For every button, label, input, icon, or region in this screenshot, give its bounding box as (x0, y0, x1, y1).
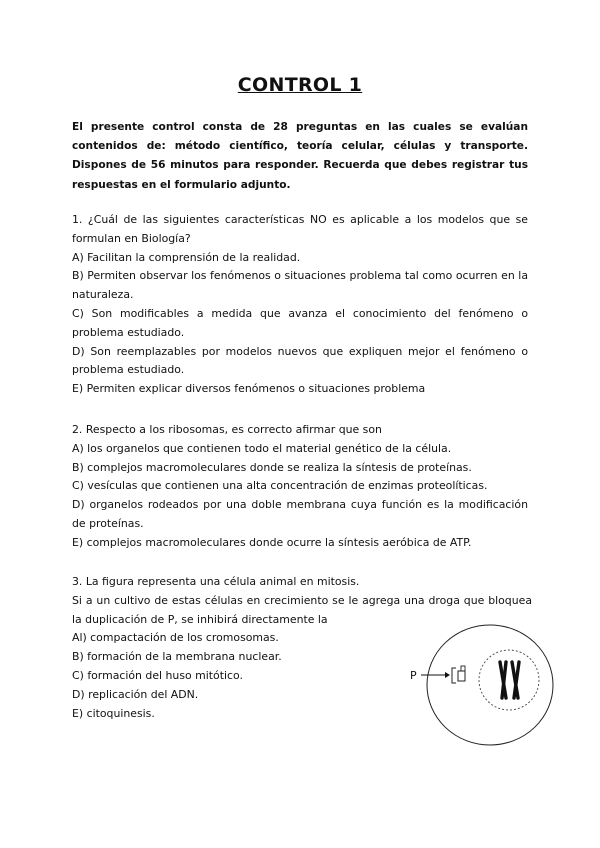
mitosis-cell-figure (405, 620, 555, 750)
option-b: B) Permiten observar los fenómenos o situaciones problema tal como ocurren en la naturaleza. (72, 269, 528, 302)
option-b: B) formación de la membrana nuclear. (72, 650, 282, 664)
centrioles (452, 666, 465, 683)
option-a: A) Facilitan la comprensión de la realidad. (72, 250, 301, 264)
question-stem: 3. La figura representa una célula animal en mitosis. (72, 575, 360, 588)
page-title: CONTROL 1 (237, 74, 363, 96)
cell-membrane (427, 625, 553, 745)
nuclear-envelope (479, 650, 539, 710)
intro-paragraph: El presente control consta de 28 preguntas en las cuales se evalúan contenidos de: método científico, teoría celular, células y transporte. Dispones de 56 minutos para responder. Recuerda que debes registrar tus respuestas en el formulario adjunto. (72, 121, 528, 191)
option-e: E) Permiten explicar diversos fenómenos o situaciones problema (72, 382, 426, 396)
option-a: A) los organelos que contienen todo el material genético de la célula. (72, 441, 452, 455)
option-e: E) citoquinesis. (72, 706, 155, 720)
arrow-head (445, 672, 450, 678)
option-d: D) replicación del ADN. (72, 687, 199, 701)
figure-label-p: P (410, 669, 417, 682)
chromosomes (500, 662, 519, 698)
question-stem-continued: Si a un cultivo de estas células en crecimiento se le agrega una droga que bloquea la duplicación de P, se inhibirá directamente la (72, 593, 532, 626)
question-stem: 1. ¿Cuál de las siguientes características NO es aplicable a los modelos que se formulan en Biología? (72, 213, 528, 245)
option-d: D) Son reemplazables por modelos nuevos que expliquen mejor el fenómeno o problema estudiado. (72, 344, 528, 377)
option-e: E) complejos macromoleculares donde ocurre la síntesis aeróbica de ATP. (72, 535, 472, 549)
option-c: C) Son modificables a medida que avanza el conocimiento del fenómeno o problema estudiado. (72, 306, 528, 339)
question-2 (72, 421, 528, 553)
question-stem: 2. Respecto a los ribosomas, es correcto afirmar que son (72, 423, 382, 436)
question-1 (72, 211, 528, 399)
option-a: Al) compactación de los cromosomas. (72, 631, 279, 645)
option-b: B) complejos macromoleculares donde se realiza la síntesis de proteínas. (72, 460, 472, 474)
option-c: C) formación del huso mitótico. (72, 668, 243, 682)
option-c: C) vesículas que contienen una alta concentración de enzimas proteolíticas. (72, 479, 488, 493)
option-d: D) organelos rodeados por una doble membrana cuya función es la modificación de proteínas. (72, 498, 528, 530)
